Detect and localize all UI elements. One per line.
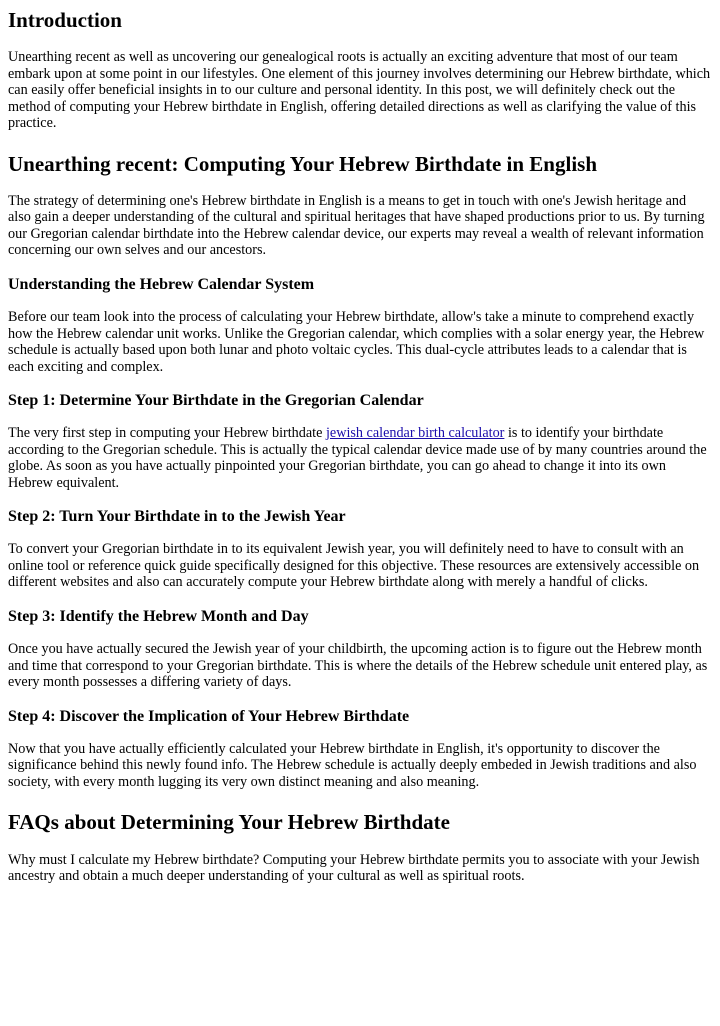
heading-introduction: Introduction <box>8 8 122 32</box>
paragraph-step-1 <box>8 425 712 491</box>
paragraph-step-3: Once you have actually secured the Jewish year of your childbirth, the upcoming action is to figure out the Hebrew month and time that correspond to your Gregorian birthdate. This is where the details of the Hebrew schedule unit entered play, as every month possesses a differing variety of days. <box>8 641 708 691</box>
step-1-text-before-link: The very first step in computing your Hebrew birthdate <box>8 425 326 442</box>
paragraph-hebrew-calendar-system: Before our team look into the process of calculating your Hebrew birthdate, allow's take a minute to comprehend exactly how the Hebrew calendar unit works. Unlike the Gregorian calendar, which complies with a solar energy year, the Hebrew schedule is actually based upon both lunar and photo voltaic cycles. This dual-cycle attributes leads to a calendar that is each exciting and complex. <box>8 309 705 375</box>
paragraph-faqs: Why must I calculate my Hebrew birthdate? Computing your Hebrew birthdate permits you to associate with your Jewish ancestry and obtain a much deeper understanding of your cultural as well as spiritual roots. <box>8 851 700 884</box>
heading-hebrew-calendar-system: Understanding the Hebrew Calendar System <box>8 275 315 293</box>
heading-step-1: Step 1: Determine Your Birthdate in the Gregorian Calendar <box>8 392 424 410</box>
jewish-calendar-birth-calculator-link[interactable]: jewish calendar birth calculator <box>325 425 505 442</box>
heading-step-3: Step 3: Identify the Hebrew Month and Day <box>8 607 309 625</box>
paragraph-computing-hebrew-birthdate: The strategy of determining one's Hebrew birthdate in English is a means to get in touch with one's Jewish heritage and also gain a deeper understanding of the cultural and spiritual heritages that have shaped productions prior to us. By turning our Gregorian calendar birthdate into the Hebrew calendar device, our experts may reveal a wealth of relevant information concerning our own selves and our ancestors. <box>8 192 705 259</box>
paragraph-introduction: Unearthing recent as well as uncovering our genealogical roots is actually an exciting adventure that most of our team embark upon at some point in our lifestyles. One element of this journey involves determining our Hebrew birthdate, which can easily offer beneficial insights in to our culture and personal identity. In this post, we will definitely check out the method of computing your Hebrew birthdate in English, offering detailed directions as well as clarifying the value of this practice. <box>8 49 711 132</box>
heading-faqs: FAQs about Determining Your Hebrew Birthdate <box>8 810 450 835</box>
paragraph-step-4: Now that you have actually efficiently calculated your Hebrew birthdate in English, it's opportunity to discover the significance behind this newly found info. The Hebrew schedule is actually deeply embeded in Jewish traditions and also society, with every month lugging its very own distinct meaning and also meaning. <box>8 740 697 790</box>
step-1-text-after-link: is to identify your birthdate according to the Gregorian schedule. This is actually the typical calendar device made use of by many countries around the globe. As soon as you have actually pinpointed your Gregorian birthdate, you can go ahead to change it into its own Hebrew equivalent. <box>8 425 707 491</box>
heading-step-4: Step 4: Discover the Implication of Your Hebrew Birthdate <box>8 707 410 725</box>
heading-computing-hebrew-birthdate: Unearthing recent: Computing Your Hebrew Birthdate in English <box>8 151 598 176</box>
heading-step-2: Step 2: Turn Your Birthdate in to the Jewish Year <box>8 508 346 526</box>
article <box>0 8 720 885</box>
paragraph-step-2: To convert your Gregorian birthdate in to its equivalent Jewish year, you will definitely need to have to consult with an online tool or reference quick guide specifically designed for this objective. These resources are extensively accessible on different websites and also can accurately compute your Hebrew birthdate along with merely a handful of clicks. <box>8 541 700 591</box>
